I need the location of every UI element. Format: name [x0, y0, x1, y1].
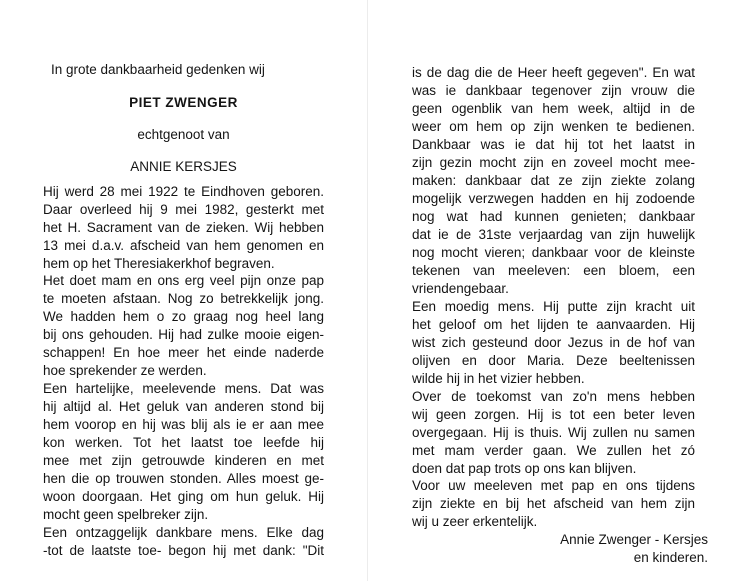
text-line: kon werken. Tot het laatst toe leefde hij [43, 435, 324, 450]
text-line: -tot de laatste toe- begon hij met dank: "Dit [43, 543, 324, 558]
text-line: mocht geen spelbreker zijn. [43, 507, 209, 522]
text-line: schappen! En hoe meer het einde naderde [43, 345, 324, 360]
text-line: hem voorop en hij was blij als ie er aan mee [43, 417, 324, 432]
intro-text: In grote dankbaarheid gedenken wij [51, 62, 265, 77]
biography-paragraph [43, 183, 324, 273]
text-line: wilde hij in het vizier hebben. [412, 371, 585, 386]
signature-name: Annie Zwenger - Kersjes [560, 532, 708, 547]
text-line: met mam verder gaan. We zullen het zó [412, 443, 695, 458]
text-line: 13 mei d.a.v. afscheid van hem genomen en [43, 238, 324, 253]
text-line: Een moedig mens. Hij putte zijn kracht uit [412, 299, 695, 314]
tribute-paragraph [43, 272, 324, 560]
text-line: mogelijk verzwegen hadden en hij zodoende [412, 191, 695, 206]
relation-text: echtgenoot van [137, 127, 230, 142]
continuation-paragraph [412, 64, 695, 478]
text-line: was ie dankbaar tegenover zijn vrouw die [412, 83, 695, 98]
text-line: dat ie de 31ste verjaardag van zijn huwelijk [412, 227, 695, 242]
text-line: Voor uw meeleven met pap en ons tijdens [412, 478, 695, 493]
text-line: het geloof om het lijden te aanvaarden. Hij [412, 317, 695, 332]
text-line: doen dat pap trots op ons kan blijven. [412, 461, 637, 476]
text-line: overgegaan. Hij is thuis. Wij zullen nu samen [412, 425, 695, 440]
signature-family: en kinderen. [633, 550, 708, 565]
text-line: vriendengebaar. [412, 281, 509, 296]
text-line: nog mocht vieren; dankbaar voor de kleinste [412, 245, 695, 260]
text-line: geen ogenblik van hem week, altijd in de [412, 101, 695, 116]
text-line: te moeten afstaan. Nog zo betrekkelijk jong. [43, 291, 324, 306]
spouse-name: ANNIE KERSJES [130, 159, 237, 174]
text-line: hem op het Theresiakerkhof begraven. [43, 256, 275, 271]
text-line: maken: dankbaar dat ze zijn ziekte zolang [412, 173, 695, 188]
text-line: Dankbaar was ie dat hij tot het laatst in [412, 137, 695, 152]
text-line: Een ontzaggelijk dankbare mens. Elke dag [43, 525, 324, 540]
deceased-name: PIET ZWENGER [129, 95, 238, 110]
text-line: Daar overleed hij 9 mei 1982, gesterkt met [43, 202, 324, 217]
text-line: woon doorgaan. Het ging om hun geluk. Hij [43, 489, 324, 504]
text-line: mee met zijn getrouwde kinderen en met [43, 453, 324, 468]
text-line: wij geen zorgen. Hij is tot een beter leven [412, 407, 695, 422]
text-line: zijn ziekte en bij het afscheid van hem zijn [412, 496, 695, 511]
text-line: het H. Sacrament van de zieken. Wij hebben [43, 220, 324, 235]
text-line: We hadden hem o zo graag nog heel lang [43, 309, 324, 324]
text-line: Hij werd 28 mei 1922 te Eindhoven geboren. [43, 184, 324, 199]
text-line: hij altijd al. Het geluk van anderen stond bij [43, 399, 324, 414]
text-line: tekenen van meeleven: een bloem, een [412, 263, 695, 278]
text-line: olijven en door Maria. Deze beeltenissen [412, 353, 695, 368]
text-line: Over de toekomst van zo'n mens hebben [412, 389, 695, 404]
text-line: Een hartelijke, meelevende mens. Dat was [43, 381, 324, 396]
text-line: bij ons gehouden. Hij had zulke mooie eigen- [43, 327, 324, 342]
text-line: weer om hem op zijn wenken te bedienen. [412, 119, 695, 134]
text-line: zijn gezin mocht zijn en zoveel mocht mee- [412, 155, 695, 170]
text-line: hen die op trouwen stonden. Alles moest ge- [43, 471, 324, 486]
text-line: wist zich gesteund door Jezus in de hof van [412, 335, 695, 350]
text-line: Het doet mam en ons erg veel pijn onze pap [43, 273, 324, 288]
text-line: hoe sprekender ze werden. [43, 363, 207, 378]
text-line: nog wat had kunnen genieten; dankbaar [412, 209, 695, 224]
signature-block [368, 531, 708, 567]
text-line: wij u zeer erkentelijk. [412, 514, 538, 529]
text-line: is de dag die de Heer heeft gegeven". En wat [412, 65, 695, 80]
